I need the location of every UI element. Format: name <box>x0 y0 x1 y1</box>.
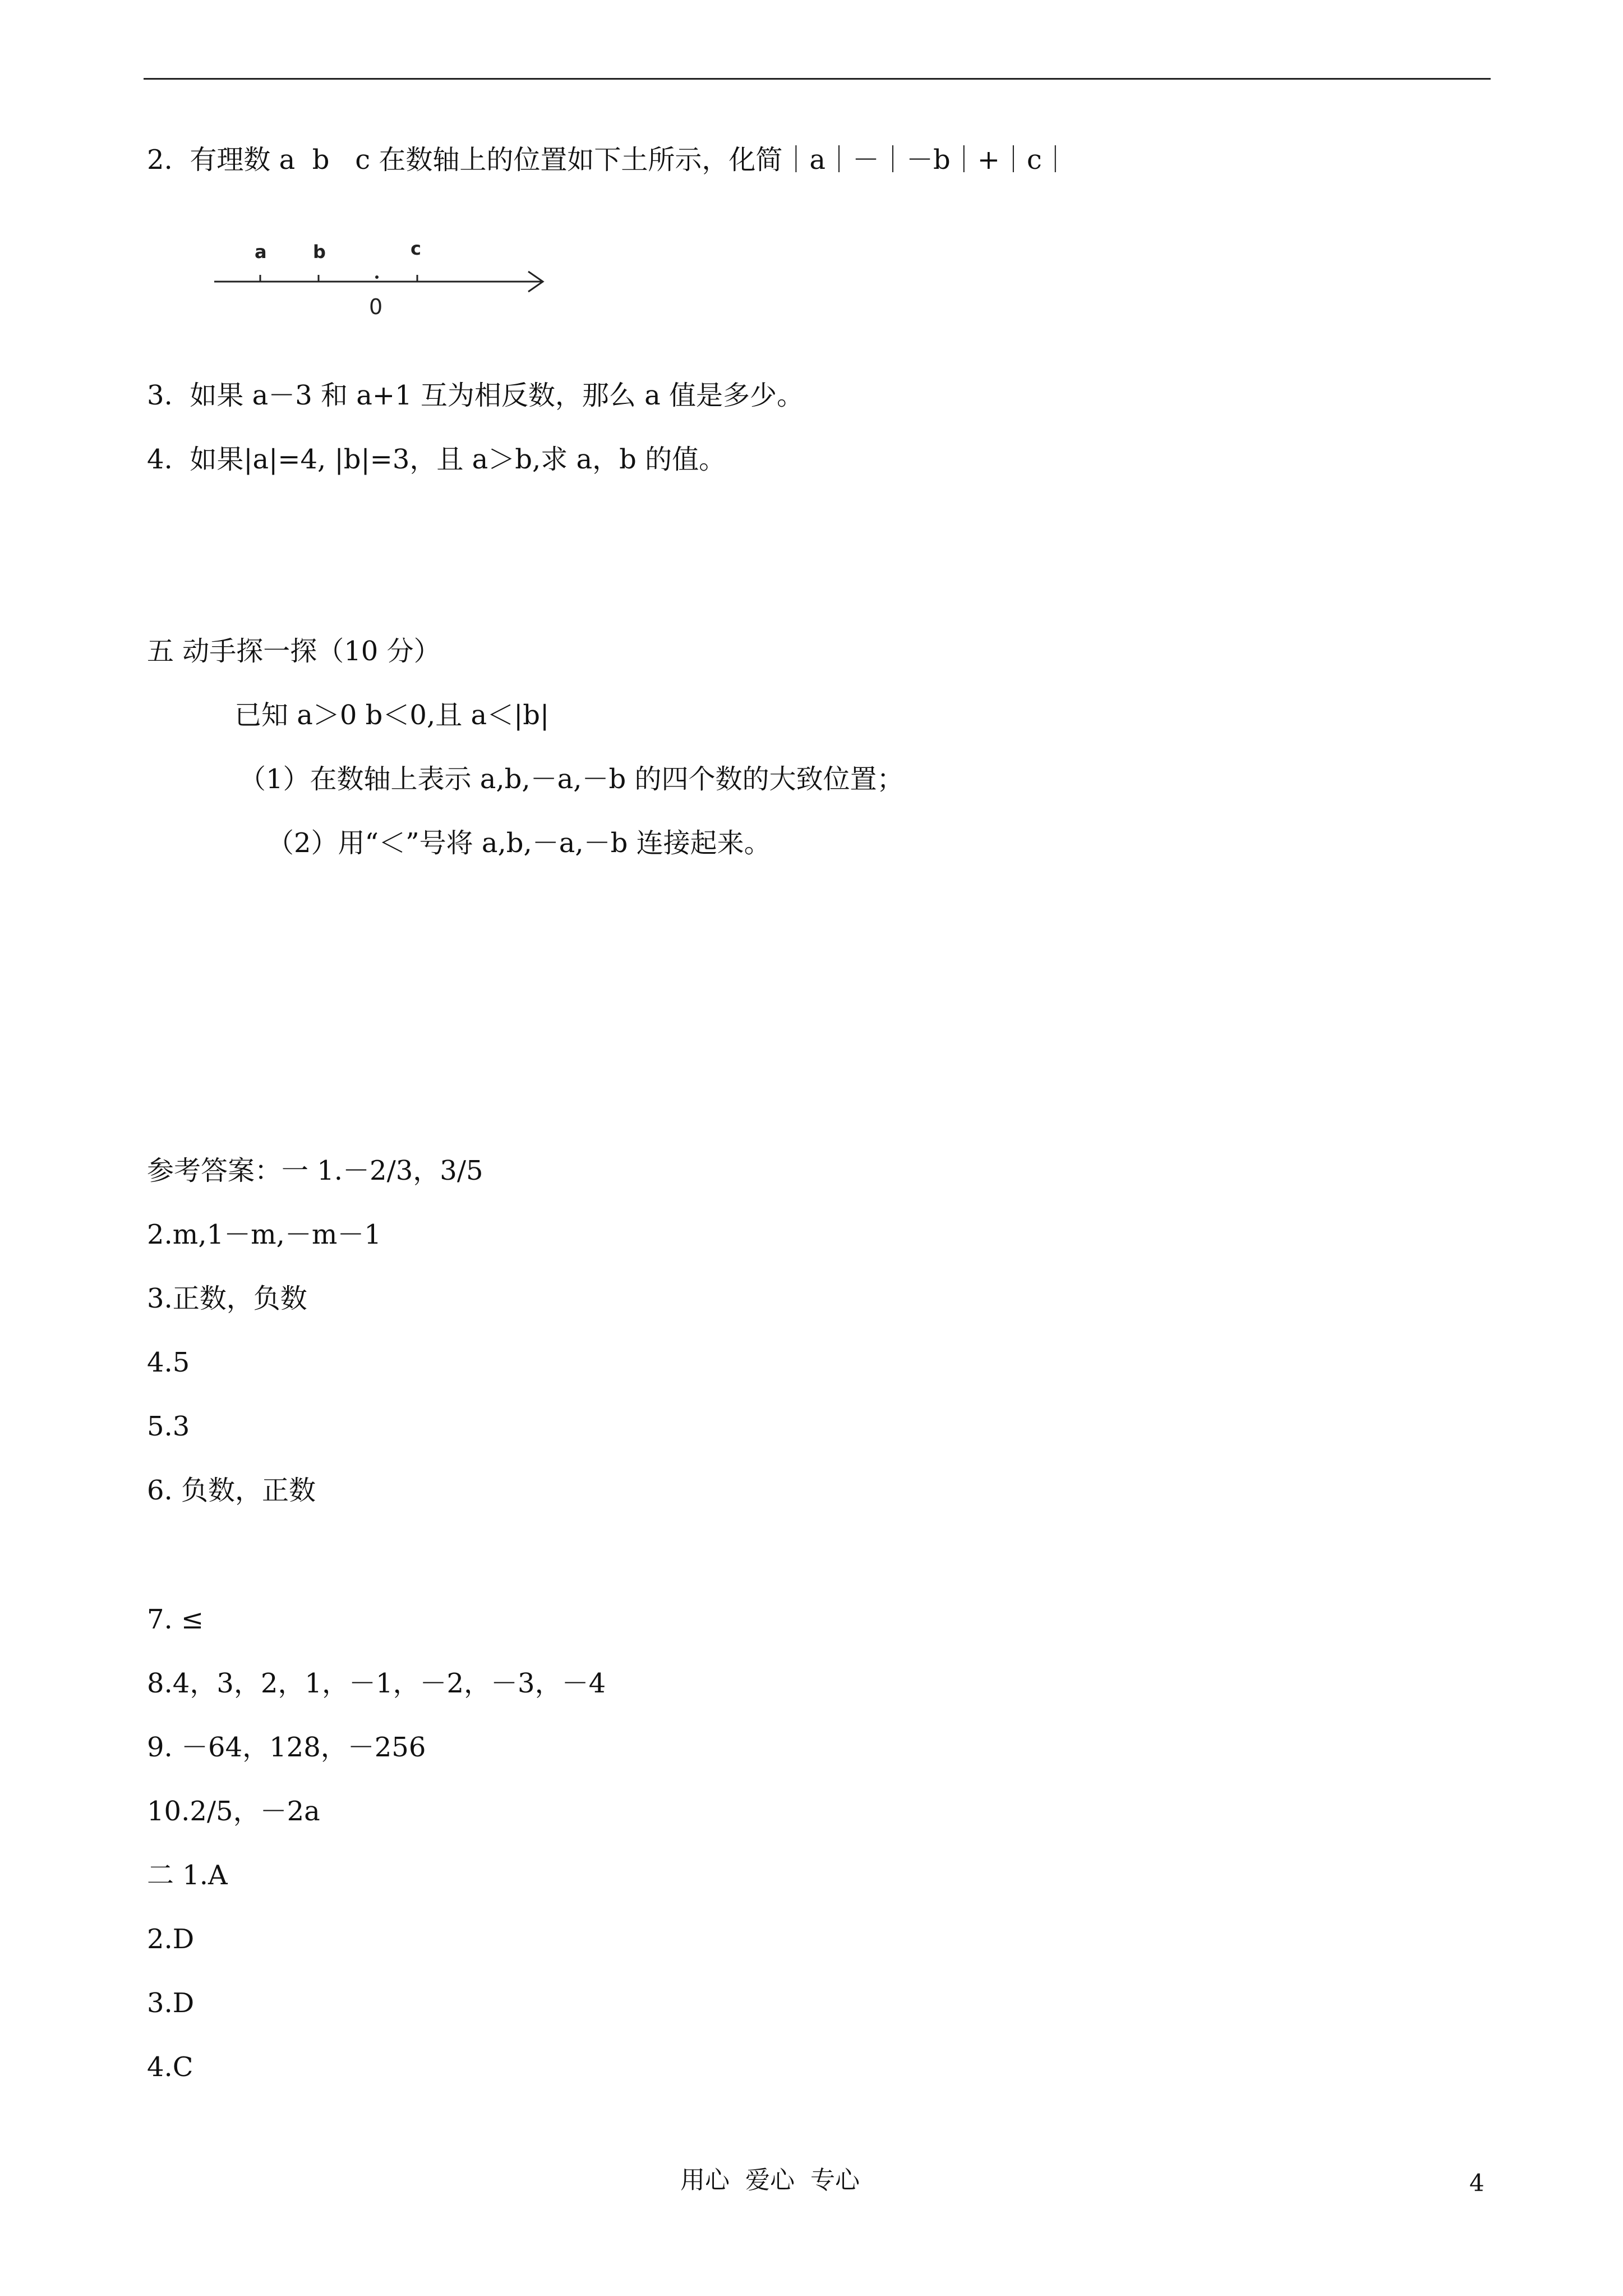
page-number: 4 <box>1469 2169 1484 2197</box>
origin-dot <box>375 275 379 279</box>
answer-line-8: 8.4，3，2，1，－1，－2，－3，－4 <box>147 1668 606 1699</box>
section-5-part-2: （2）用“＜”号将 a,b,－a,－b 连接起来。 <box>267 827 771 859</box>
number-line-figure <box>208 230 555 325</box>
label-zero: 0 <box>369 295 383 319</box>
answer-line-10: 10.2/5，－2a <box>147 1796 320 1827</box>
answer-line-3: 3.正数，负数 <box>147 1283 307 1314</box>
section-5-given: 已知 a＞0 b＜0,且 a＜|b| <box>234 700 550 731</box>
section-5-heading: 五 动手探一探（10 分） <box>147 636 441 667</box>
answer-line-4: 4.5 <box>147 1347 190 1378</box>
question-4: 4. 如果|a|=4, |b|=3，且 a＞b,求 a，b 的值。 <box>147 444 726 475</box>
section-5-part-1: （1）在数轴上表示 a,b,－a,－b 的四个数的大致位置； <box>239 763 904 795</box>
answer-line-1: 参考答案：一 1.－2/3，3/5 <box>147 1155 483 1186</box>
answer-line-7: 7. ≤ <box>147 1604 204 1635</box>
label-a: a <box>255 241 267 263</box>
label-b: b <box>313 241 326 263</box>
answer-part-2-line-4: 4.C <box>147 2051 193 2083</box>
answer-part-2-line-1: 二 1.A <box>147 1860 228 1891</box>
label-c: c <box>411 238 421 259</box>
question-3: 3. 如果 a－3 和 a+1 互为相反数，那么 a 值是多少。 <box>147 380 804 411</box>
footer-motto: 用心 爱心 专心 <box>680 2166 860 2194</box>
answer-line-2: 2.m,1－m,－m－1 <box>147 1219 381 1250</box>
answer-line-5: 5.3 <box>147 1411 190 1442</box>
question-2: 2. 有理数 a b c 在数轴上的位置如下土所示，化简｜a｜－｜－b｜+｜c｜ <box>147 144 1069 176</box>
answer-part-2-line-2: 2.D <box>147 1924 195 1955</box>
answer-line-9: 9. －64，128，－256 <box>147 1732 426 1763</box>
header-rule <box>144 78 1491 80</box>
answer-line-6: 6. 负数，正数 <box>147 1475 316 1506</box>
answer-part-2-line-3: 3.D <box>147 1987 195 2019</box>
